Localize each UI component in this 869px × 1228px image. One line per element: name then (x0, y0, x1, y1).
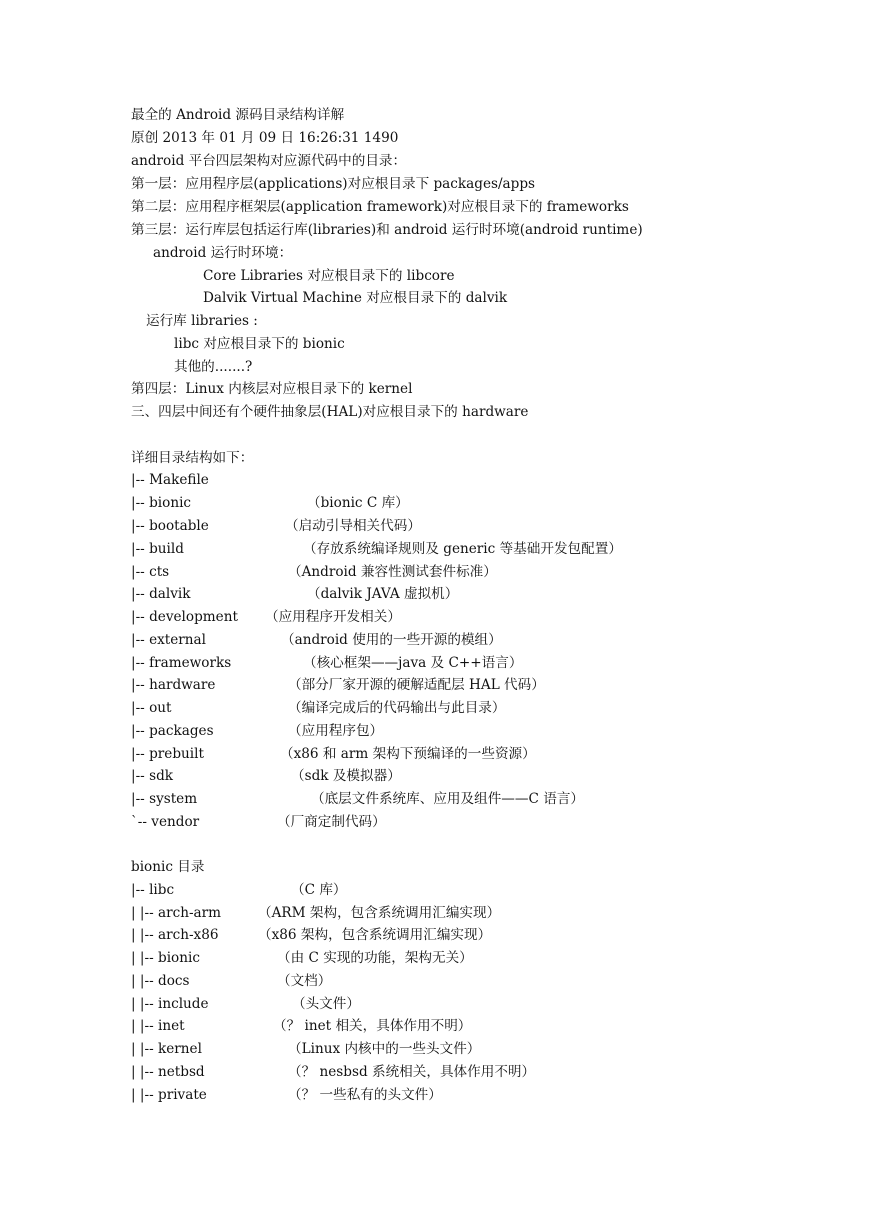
dir-description: （头文件） (292, 996, 360, 1012)
dir-description: （启动引导相关代码） (285, 518, 421, 534)
dir-name: | |-- private (131, 1087, 207, 1103)
dir-description: （存放系统编译规则及 generic 等基础开发包配置） (303, 541, 622, 557)
core-libraries-text: Core Libraries 对应根目录下的 libcore (203, 268, 455, 284)
dir-name: |-- dalvik (131, 586, 191, 602)
runtime-label: android 运行时环境： (153, 245, 293, 261)
dir-name: |-- external (131, 632, 207, 648)
dir-name: |-- system (131, 791, 198, 807)
dir-name: | |-- inet (131, 1018, 185, 1034)
dir-description: （底层文件系统库、应用及组件——C 语言） (311, 791, 585, 807)
dir-description: （？ nesbsd 系统相关，具体作用不明） (288, 1064, 536, 1080)
dir-name: |-- build (131, 541, 184, 557)
dir-description: （文档） (277, 973, 332, 989)
dir-description: （dalvik JAVA 虚拟机） (307, 586, 459, 602)
dir-name: |-- packages (131, 723, 214, 739)
dir-description: （？ inet 相关，具体作用不明） (273, 1018, 472, 1034)
dir-name: | |-- kernel (131, 1041, 202, 1057)
dalvik-vm-text: Dalvik Virtual Machine 对应根目录下的 dalvik (203, 290, 508, 306)
dir-description: （编译完成后的代码输出与此目录） (288, 700, 506, 716)
dir-name: |-- development (131, 609, 238, 625)
dir-description: （厂商定制代码） (277, 814, 386, 830)
dir-name: | |-- arch-arm (131, 905, 222, 921)
dir-name: |-- bionic (131, 495, 192, 511)
dir-description: （x86 和 arm 架构下预编译的一些资源） (280, 746, 536, 762)
layer-4-text: 第四层：Linux 内核层对应根目录下的 kernel (131, 381, 413, 397)
libraries-label: 运行库 libraries : (146, 313, 258, 329)
bionic-heading: bionic 目录 (131, 859, 205, 875)
dir-name: |-- cts (131, 564, 170, 580)
dir-description: （由 C 实现的功能，架构无关） (277, 950, 473, 966)
layer-2-text: 第二层：应用程序框架层(application framework)对应根目录下的 frameworks (131, 199, 629, 215)
dir-name: | |-- netbsd (131, 1064, 205, 1080)
dir-description: （核心框架——java 及 C++语言） (303, 655, 523, 671)
libc-text: libc 对应根目录下的 bionic (174, 336, 345, 352)
dir-description: （应用程序开发相关） (265, 609, 401, 625)
layer-3-text: 第三层：运行库层包括运行库(libraries)和 android 运行时环境(android runtime) (131, 222, 643, 238)
dir-name: |-- Makefile (131, 472, 209, 488)
dir-name: |-- hardware (131, 677, 216, 693)
dir-description: （应用程序包） (288, 723, 384, 739)
document-title: 最全的 Android 源码目录结构详解 (131, 107, 345, 123)
dir-name: `-- vendor (131, 814, 200, 830)
post-meta: 原创 2013 年 01 月 09 日 16:26:31 1490 (131, 130, 399, 146)
dir-name: |-- out (131, 700, 172, 716)
dir-description: （x86 架构，包含系统调用汇编实现） (258, 927, 492, 943)
dir-name: | |-- bionic (131, 950, 200, 966)
dir-name: |-- sdk (131, 768, 174, 784)
dir-name: |-- prebuilt (131, 746, 204, 762)
dir-name: | |-- docs (131, 973, 190, 989)
dir-name: | |-- include (131, 996, 209, 1012)
layer-1-text: 第一层：应用程序层(applications)对应根目录下 packages/apps (131, 176, 536, 192)
dir-description: （android 使用的一些开源的模组） (281, 632, 502, 648)
dir-description: （部分厂家开源的硬解适配层 HAL 代码） (288, 677, 545, 693)
dir-description: （C 库） (291, 882, 347, 898)
root-structure-heading: 详细目录结构如下： (131, 450, 254, 466)
dir-description: （Linux 内核中的一些头文件） (288, 1041, 481, 1057)
dir-description: （Android 兼容性测试套件标准） (288, 564, 497, 580)
dir-name: |-- libc (131, 882, 175, 898)
dir-description: （？ 一些私有的头文件） (288, 1087, 442, 1103)
others-text: 其他的.......? (174, 359, 253, 375)
dir-name: |-- frameworks (131, 655, 232, 671)
dir-description: （ARM 架构，包含系统调用汇编实现） (258, 905, 501, 921)
dir-name: | |-- arch-x86 (131, 927, 219, 943)
hal-text: 三、四层中间还有个硬件抽象层(HAL)对应根目录下的 hardware (131, 404, 529, 420)
intro-heading: android 平台四层架构对应源代码中的目录： (131, 153, 407, 169)
dir-description: （bionic C 库） (307, 495, 409, 511)
dir-description: （sdk 及模拟器） (291, 768, 401, 784)
dir-name: |-- bootable (131, 518, 209, 534)
